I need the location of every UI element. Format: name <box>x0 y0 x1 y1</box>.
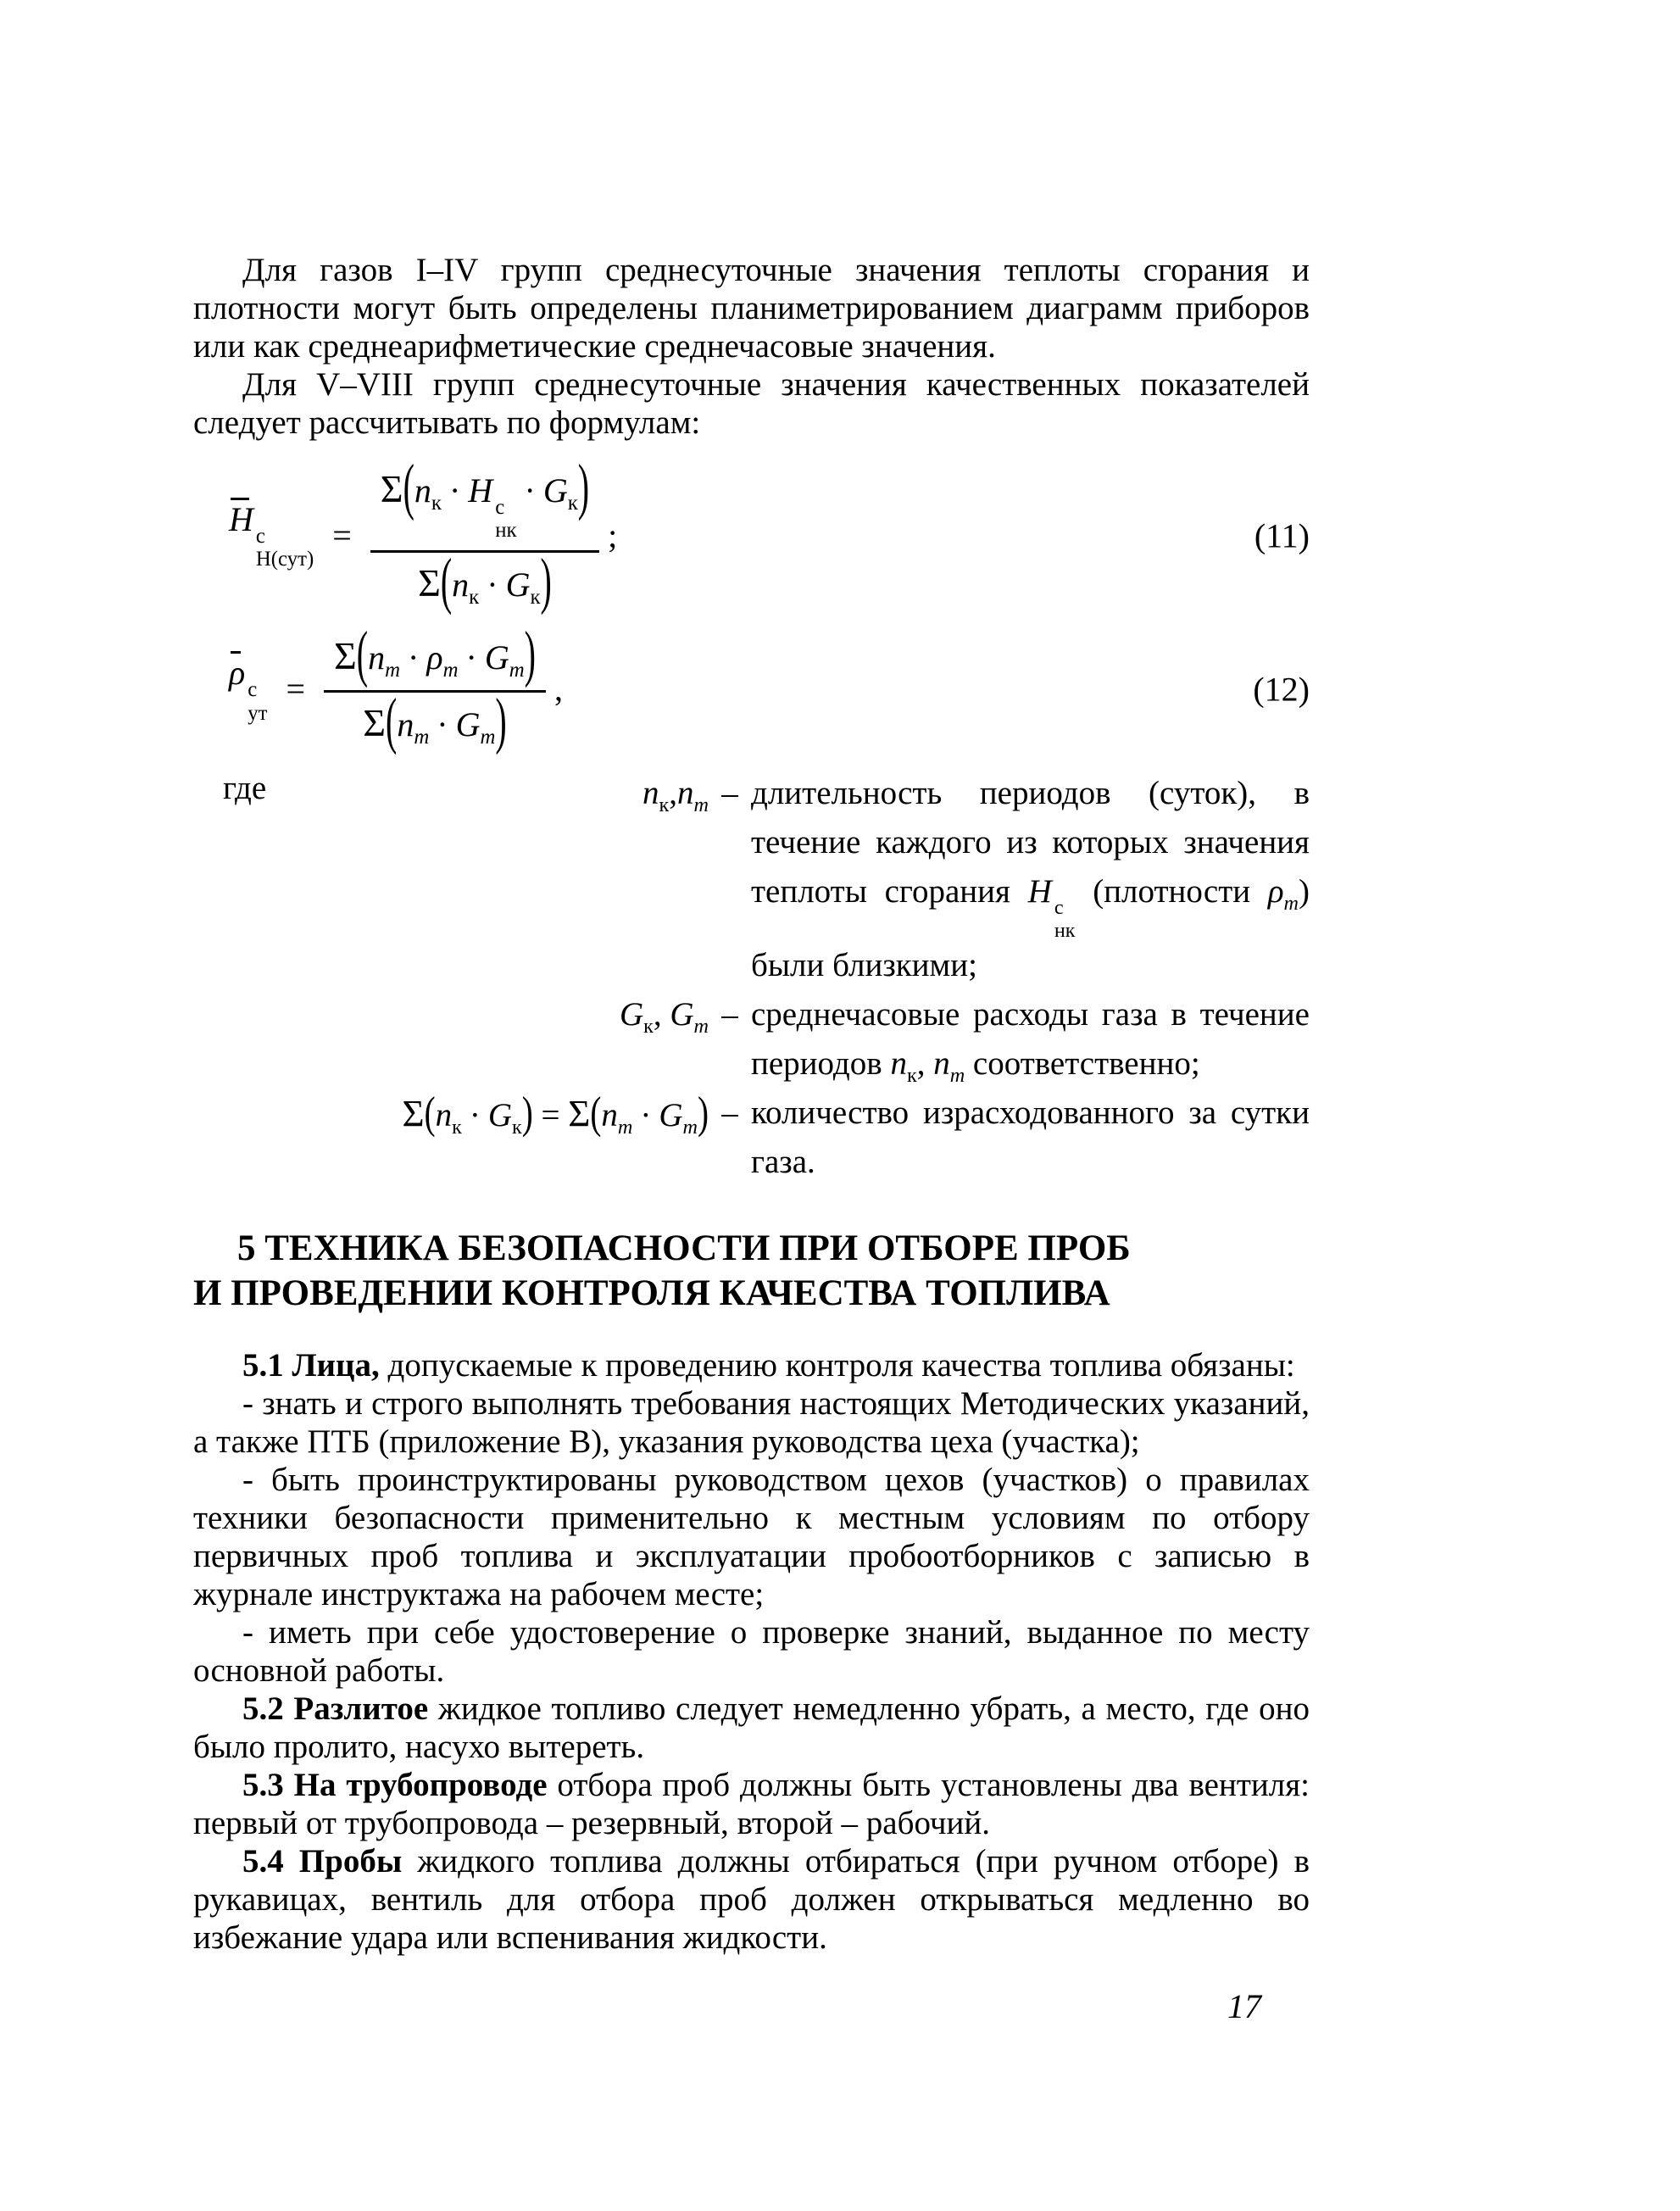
section-heading-line-2: И ПРОВЕДЕНИИ КОНТРОЛЯ КАЧЕСТВА ТОПЛИВА <box>193 1273 1110 1313</box>
equation-11 <box>193 450 1310 616</box>
definition-row <box>193 1089 1310 1187</box>
equation-11-lhs: H с Н(сут) <box>229 500 314 571</box>
definition-dash: – <box>721 995 738 1033</box>
fraction-numerator: $\Sigma(n_к \cdot H$ с нк · $G_к$) <box>370 462 599 553</box>
equation-12-lhs: ρ с ут <box>229 654 268 725</box>
list-item: - знать и строго выполнять требования настоящих Методических указаний, а также ПТБ (приложение В), указания руководства цеха (участка); <box>193 1384 1310 1460</box>
fraction-denominator: $\Sigma(n_к \cdot G_к)$ <box>418 544 552 616</box>
where-label: где <box>223 770 267 807</box>
definition-symbol: $n_к,n_m$ <box>643 775 709 817</box>
where-definitions <box>193 769 1310 1187</box>
section-heading-line-1: 5 ТЕХНИКА БЕЗОПАСНОСТИ ПРИ ОТБОРЕ ПРОБ <box>237 1228 1131 1268</box>
list-item: - быть проинструктированы руководством цехов (участков) о правилах техники безопасности применительно к местным условиям по отбору первичных проб топлива и эксплуатации пробоотборников с записью в журнале инструктажа на рабочем месте; <box>193 1461 1310 1612</box>
equation-punctuation: , <box>554 670 563 709</box>
definition-symbol: $\Sigma(n_к \cdot G_к) = \Sigma(n_m \cdot G_m)$ <box>402 1089 709 1139</box>
fraction <box>370 450 599 616</box>
intro-paragraph-2: Для V–VIII групп среднесуточные значения качественных показателей следует рассчитывать по формулам: <box>193 366 1310 441</box>
fraction-numerator: $\Sigma(n_m \cdot \rho_m \cdot G_m)$ <box>324 629 546 693</box>
definition-symbol: $G_к$, $G_m$ <box>619 995 709 1038</box>
definition-dash: – <box>721 775 738 812</box>
definition-description: длительность периодов (суток), в течение каждого из которых значения теплоты сгорания H с нк (плотности $\rho_m$) были близкими; <box>751 775 1310 983</box>
equation-punctuation: ; <box>608 516 618 555</box>
intro-paragraph-1: Для газов I–IV групп среднесуточные значения теплоты сгорания и плотности могут быть определены планиметрированием диаграмм приборов или как среднеарифметические среднечасовые значения. <box>193 252 1310 365</box>
fraction-denominator: $\Sigma(n_m \cdot G_m)$ <box>363 684 507 756</box>
page-content <box>193 251 1310 1957</box>
fraction <box>324 617 546 756</box>
definition-row <box>193 769 1310 990</box>
list-item: - иметь при себе удостоверение о проверке знаний, выданное по месту основной работы. <box>193 1613 1310 1689</box>
paragraph-5-2: 5.2 Разлитое жидкое топливо следует немедленно убрать, а место, где оно было пролито, насухо вытереть. <box>193 1690 1310 1765</box>
equation-12 <box>193 617 1310 756</box>
paragraph-5-4: 5.4 Пробы жидкого топлива должны отбираться (при ручном отборе) в рукавицах, вентиль для отбора проб должен открываться медленно во избежание удара или вспенивания жидкости. <box>193 1842 1310 1956</box>
equation-number: (12) <box>1253 670 1310 709</box>
section-heading <box>193 1226 1310 1316</box>
definition-description: среднечасовые расходы газа в течение периодов $n_к$, $n_m$ соответственно; <box>751 995 1310 1087</box>
equals-sign: = <box>332 516 352 555</box>
page-number: 17 <box>1227 1987 1261 2025</box>
paragraph-5-1: 5.1 Лица, допускаемые к проведению контроля качества топлива обязаны: <box>242 1346 1295 1384</box>
definition-description: количество израсходованного за сутки газа. <box>751 1094 1310 1180</box>
paragraph-5-3: 5.3 На трубопроводе отбора проб должны быть установлены два вентиля: первый от трубопровода – резервный, второй – рабочий. <box>193 1766 1310 1841</box>
definition-row <box>193 990 1310 1089</box>
equation-number: (11) <box>1254 516 1310 555</box>
equals-sign: = <box>286 670 306 709</box>
definition-dash: – <box>721 1094 738 1131</box>
